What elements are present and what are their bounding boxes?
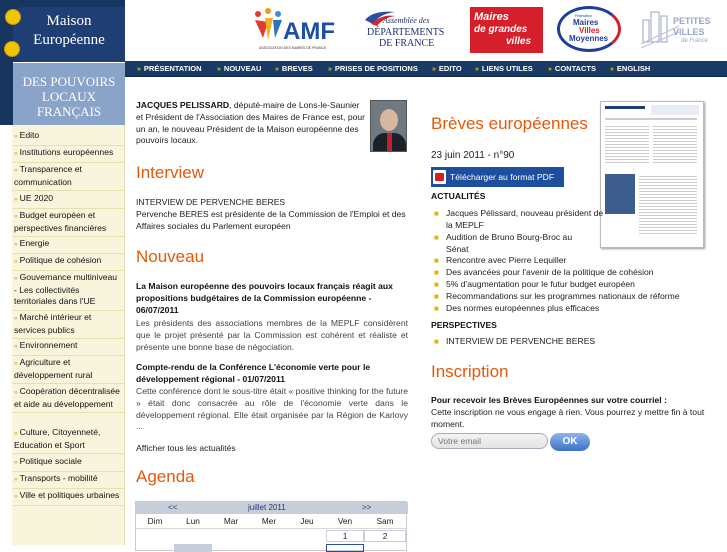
grandes-line1: Maires bbox=[474, 11, 509, 23]
nav-label: PRÉSENTATION bbox=[143, 64, 202, 73]
bullet-icon: ■ bbox=[434, 337, 439, 346]
logo-title bbox=[13, 7, 125, 62]
double-chevron-icon: » bbox=[14, 258, 18, 265]
thumb-title bbox=[605, 106, 645, 109]
double-chevron-icon: » bbox=[14, 275, 18, 282]
double-chevron-icon: » bbox=[548, 66, 552, 73]
double-chevron-icon: » bbox=[275, 66, 279, 73]
sidebar-item-institutions[interactable] bbox=[12, 145, 125, 163]
double-chevron-icon: » bbox=[328, 66, 332, 73]
double-chevron-icon: » bbox=[14, 389, 18, 396]
sidebar-item-marche[interactable] bbox=[12, 310, 125, 339]
sidebar-item-label: Politique sociale bbox=[19, 456, 82, 466]
thumb-text bbox=[653, 124, 697, 164]
amf-subtitle: ASSOCIATION DES MAIRES DE FRANCE bbox=[259, 46, 327, 50]
sidebar-item-label: Transparence et communication bbox=[14, 164, 82, 187]
inscription-text: Cette inscription ne vous engage à rien. Vous pourrez y mettre fin à tout moment. bbox=[431, 407, 705, 429]
nav-liens-utiles[interactable] bbox=[475, 61, 533, 77]
double-chevron-icon: » bbox=[14, 343, 18, 350]
inscription-heading: Inscription bbox=[431, 362, 509, 381]
thumb-line bbox=[605, 118, 697, 120]
sidebar-item-culture[interactable] bbox=[12, 425, 125, 454]
calendar-day-header: Ven bbox=[337, 516, 353, 526]
intro-name: JACQUES PELISSARD bbox=[136, 100, 230, 110]
nav-label: NOUVEAU bbox=[223, 64, 262, 73]
star-icon bbox=[6, 10, 20, 24]
bullet-icon: ■ bbox=[434, 209, 439, 218]
grandes-line2: de grandes bbox=[474, 24, 528, 35]
villes-moyennes-logo[interactable] bbox=[555, 6, 623, 53]
sidebar-item-cohesion[interactable] bbox=[12, 253, 125, 271]
actualites-label: ACTUALITÉS bbox=[431, 191, 486, 201]
interview-desc: Pervenche BERES est présidente de la Commission de l'Emploi et des Affaires sociales du Parlement européen bbox=[136, 209, 406, 231]
moyennes-pre: Fédération bbox=[575, 14, 592, 18]
double-chevron-icon: » bbox=[14, 430, 18, 437]
interview-heading: Interview bbox=[136, 163, 205, 182]
double-chevron-icon: » bbox=[14, 150, 18, 157]
nav-label: LIENS UTILES bbox=[481, 64, 533, 73]
main-nav bbox=[125, 61, 727, 77]
nav-edito[interactable] bbox=[432, 61, 462, 77]
petites-villes-logo[interactable] bbox=[639, 6, 719, 53]
calendar-month[interactable]: juillet 2011 bbox=[248, 503, 286, 512]
portrait-photo bbox=[370, 100, 407, 152]
email-input[interactable] bbox=[431, 433, 548, 449]
right-column bbox=[422, 77, 727, 545]
sidebar-item-label: Politique de cohésion bbox=[19, 255, 102, 265]
sidebar-item-label: Institutions européennes bbox=[19, 147, 114, 157]
moyennes-line1: Maires bbox=[573, 18, 599, 27]
sidebar-item-agriculture[interactable] bbox=[12, 355, 125, 384]
amf-name: AMF bbox=[283, 18, 335, 45]
agenda-heading: Agenda bbox=[136, 467, 195, 486]
calendar-day-header: Sam bbox=[376, 516, 394, 526]
actualite-item[interactable]: ■ Jacques Pélissard, nouveau président de la MEPLF bbox=[434, 208, 604, 230]
download-pdf-label: Télécharger au format PDF bbox=[450, 172, 555, 182]
calendar-highlight bbox=[174, 544, 212, 552]
sidebar-item-sociale[interactable] bbox=[12, 454, 125, 472]
petites-line2: VILLES bbox=[673, 27, 705, 37]
bullet-icon: ■ bbox=[434, 256, 439, 265]
adf-line2: DÉPARTEMENTS bbox=[367, 27, 445, 38]
double-chevron-icon: » bbox=[14, 133, 18, 140]
petites-line1: PETITES bbox=[673, 16, 711, 26]
thumb-image bbox=[605, 174, 635, 214]
interview-link[interactable]: INTERVIEW DE PERVENCHE BERES bbox=[136, 197, 286, 207]
moyennes-line2: Villes bbox=[579, 26, 600, 35]
sidebar-item-ue2020[interactable] bbox=[12, 191, 125, 209]
thumb-logos bbox=[651, 105, 699, 115]
double-chevron-icon: » bbox=[14, 167, 18, 174]
thumb-text bbox=[605, 124, 649, 164]
portrait-face bbox=[380, 109, 398, 131]
bullet-icon: ■ bbox=[434, 304, 439, 313]
sidebar-item-label: UE 2020 bbox=[19, 193, 54, 203]
double-chevron-icon: » bbox=[475, 66, 479, 73]
calendar-day-header: Dim bbox=[147, 516, 163, 526]
logo-subtitle bbox=[13, 62, 125, 125]
actualite-item[interactable]: ■ Recommandations sur les programmes nationaux de réforme bbox=[434, 291, 680, 301]
sidebar-item-label: Edito bbox=[19, 130, 40, 140]
sidebar-item-transports[interactable] bbox=[12, 471, 125, 489]
breves-date: 23 juin 2011 - n°90 bbox=[431, 150, 515, 161]
nav-english[interactable] bbox=[610, 61, 650, 77]
sidebar-item-label: Agriculture et développement rural bbox=[14, 357, 93, 380]
intro-text bbox=[136, 100, 368, 147]
breves-heading: Brèves européennes bbox=[431, 114, 588, 133]
double-chevron-icon: » bbox=[137, 66, 141, 73]
perspectives-label: PERSPECTIVES bbox=[431, 320, 497, 330]
intro-body: , député-maire de Lons-le-Saunier et Président de l'Association des Maires de France est, pour un an, le nouveau Président de la Maison européenne des pouvoirs locaux. bbox=[136, 100, 366, 146]
double-chevron-icon: » bbox=[14, 459, 18, 466]
double-chevron-icon: » bbox=[432, 66, 436, 73]
calendar-day-header: Mar bbox=[223, 516, 239, 526]
nav-label: EDITO bbox=[438, 64, 462, 73]
double-chevron-icon: » bbox=[14, 476, 18, 483]
nav-label: ENGLISH bbox=[616, 64, 651, 73]
star-icon bbox=[5, 42, 19, 56]
news-item2-text: Cette conférence dont le sous-titre était « positive thinking for the future » était donc consacrée au rôle de l'économie verte dans le développement régional. Elle était organisée par la Région de Karlovy ... bbox=[136, 386, 408, 432]
download-pdf-button[interactable] bbox=[431, 167, 564, 187]
actualite-item[interactable]: ■ 5% d'augmentation pour le futur budget européen bbox=[434, 279, 635, 289]
adf-logo[interactable] bbox=[363, 6, 455, 53]
moyennes-line3: Moyennes bbox=[569, 34, 609, 43]
sidebar-item-label: Environnement bbox=[19, 340, 78, 350]
calendar-day[interactable]: 2 bbox=[364, 530, 406, 542]
adf-line1: Assemblée des bbox=[383, 16, 430, 25]
actualite-item[interactable]: ■ Des avancées pour l'avenir de la politique de cohésion bbox=[434, 267, 654, 277]
portrait-tie bbox=[387, 133, 392, 151]
double-chevron-icon: » bbox=[14, 241, 18, 248]
calendar-header bbox=[136, 502, 408, 514]
bullet-icon: ■ bbox=[434, 280, 439, 289]
sidebar-item-budget[interactable] bbox=[12, 208, 125, 237]
news-item2-title[interactable]: Compte-rendu de la Conférence L'économie verte pour le développement régional - 01/07/2011 bbox=[136, 362, 371, 384]
thumb-text bbox=[639, 174, 697, 234]
logo-subtitle-line2: LOCAUX bbox=[41, 89, 97, 104]
calendar-prev[interactable]: << bbox=[168, 503, 178, 512]
nav-label: CONTACTS bbox=[554, 64, 597, 73]
nav-label: BREVES bbox=[281, 64, 313, 73]
double-chevron-icon: » bbox=[14, 213, 18, 220]
grandes-line3: villes bbox=[506, 36, 532, 47]
calendar-day-header: Mer bbox=[261, 516, 277, 526]
sidebar-item-label: Ville et politiques urbaines bbox=[19, 490, 120, 500]
all-news-link[interactable]: Afficher tous les actualités bbox=[136, 443, 236, 453]
sidebar-item-gouvernance[interactable] bbox=[12, 270, 125, 311]
pdf-icon bbox=[433, 170, 446, 184]
double-chevron-icon: » bbox=[217, 66, 221, 73]
sidebar-item-label: Energie bbox=[19, 238, 50, 248]
logo-title-line1: Maison bbox=[46, 13, 92, 29]
news-item1-text: Les présidents des associations membres de la MEPLF considèrent que le projet présenté par la Commission est cohérent et réaliste et présente une bonne base de négociation. bbox=[136, 318, 408, 352]
sidebar-item-label: Transports - mobilité bbox=[19, 473, 98, 483]
sidebar-item-edito[interactable] bbox=[12, 128, 125, 146]
double-chevron-icon: » bbox=[14, 493, 18, 500]
sidebar-item-cooperation[interactable] bbox=[12, 384, 125, 413]
amf-logo[interactable] bbox=[253, 6, 349, 53]
grandes-villes-logo[interactable] bbox=[470, 7, 543, 53]
amf-people-icon bbox=[253, 8, 283, 42]
agenda-calendar bbox=[135, 501, 407, 551]
subscribe-ok-button[interactable]: OK bbox=[550, 433, 590, 451]
sidebar-item-energie[interactable] bbox=[12, 236, 125, 254]
sidebar-item-label: Marché intérieur et services publics bbox=[14, 312, 92, 335]
main-column bbox=[125, 77, 422, 545]
nav-presentation[interactable] bbox=[137, 61, 202, 77]
nouveau-heading: Nouveau bbox=[136, 247, 205, 266]
bullet-icon: ■ bbox=[434, 292, 439, 301]
calendar-day-header: Jeu bbox=[300, 516, 314, 526]
double-chevron-icon: » bbox=[14, 315, 18, 322]
site-logo[interactable] bbox=[0, 0, 125, 125]
double-chevron-icon: » bbox=[14, 196, 18, 203]
actualite-item[interactable]: ■ Rencontre avec Pierre Lequiller bbox=[434, 255, 567, 265]
petites-line3: de France bbox=[681, 38, 709, 44]
nav-prises-de-positions[interactable] bbox=[328, 61, 418, 77]
sidebar-item-ville[interactable] bbox=[12, 488, 125, 506]
newsletter-thumbnail[interactable] bbox=[600, 101, 704, 248]
double-chevron-icon: » bbox=[14, 360, 18, 367]
sidebar-item-label: Coopération décentralisée et aide au développement bbox=[14, 386, 120, 409]
logo-title-line2: Européenne bbox=[33, 32, 105, 48]
logo-subtitle-line3: FRANÇAIS bbox=[36, 104, 102, 119]
double-chevron-icon: » bbox=[610, 66, 614, 73]
sidebar-item-label: Budget européen et perspectives financières bbox=[14, 210, 107, 233]
perspective-item[interactable]: ■ INTERVIEW DE PERVENCHE BERES bbox=[434, 336, 596, 346]
logo-subtitle-line1: DES POUVOIRS bbox=[22, 74, 116, 89]
adf-line3: DE FRANCE bbox=[379, 38, 435, 49]
nav-contacts[interactable] bbox=[548, 61, 596, 77]
actualite-item[interactable]: ■ Audition de Bruno Bourg-Broc au Sénat bbox=[434, 232, 573, 254]
inscription-bold: Pour recevoir les Brèves Européennes sur votre courriel : bbox=[431, 395, 667, 405]
sidebar-item-environnement[interactable] bbox=[12, 338, 125, 356]
calendar-today[interactable] bbox=[326, 544, 364, 552]
nav-breves[interactable] bbox=[275, 61, 313, 77]
actualite-item[interactable]: ■ Des normes européennes plus efficaces bbox=[434, 303, 600, 313]
bullet-icon: ■ bbox=[434, 268, 439, 277]
bullet-icon: ■ bbox=[434, 233, 439, 242]
news-item1-title[interactable]: La Maison européenne des pouvoirs locaux français réagit aux propositions budgétaires de la Commission européenne - 06/07/2011 bbox=[136, 281, 393, 315]
nav-label: PRISES DE POSITIONS bbox=[334, 64, 418, 73]
sidebar bbox=[12, 125, 125, 545]
nav-nouveau[interactable] bbox=[217, 61, 261, 77]
sidebar-item-label: Gouvernance multiniveau - Les collectivités territoriales dans l'UE bbox=[14, 272, 118, 306]
calendar-next[interactable]: >> bbox=[362, 503, 372, 512]
sidebar-item-label: Culture, Citoyenneté, Education et Sport bbox=[14, 427, 101, 450]
calendar-day[interactable]: 1 bbox=[326, 530, 364, 542]
calendar-day-header: Lun bbox=[186, 516, 200, 526]
partner-logos bbox=[125, 0, 727, 61]
calendar-divider bbox=[136, 528, 406, 529]
sidebar-item-transparence[interactable] bbox=[12, 162, 125, 191]
